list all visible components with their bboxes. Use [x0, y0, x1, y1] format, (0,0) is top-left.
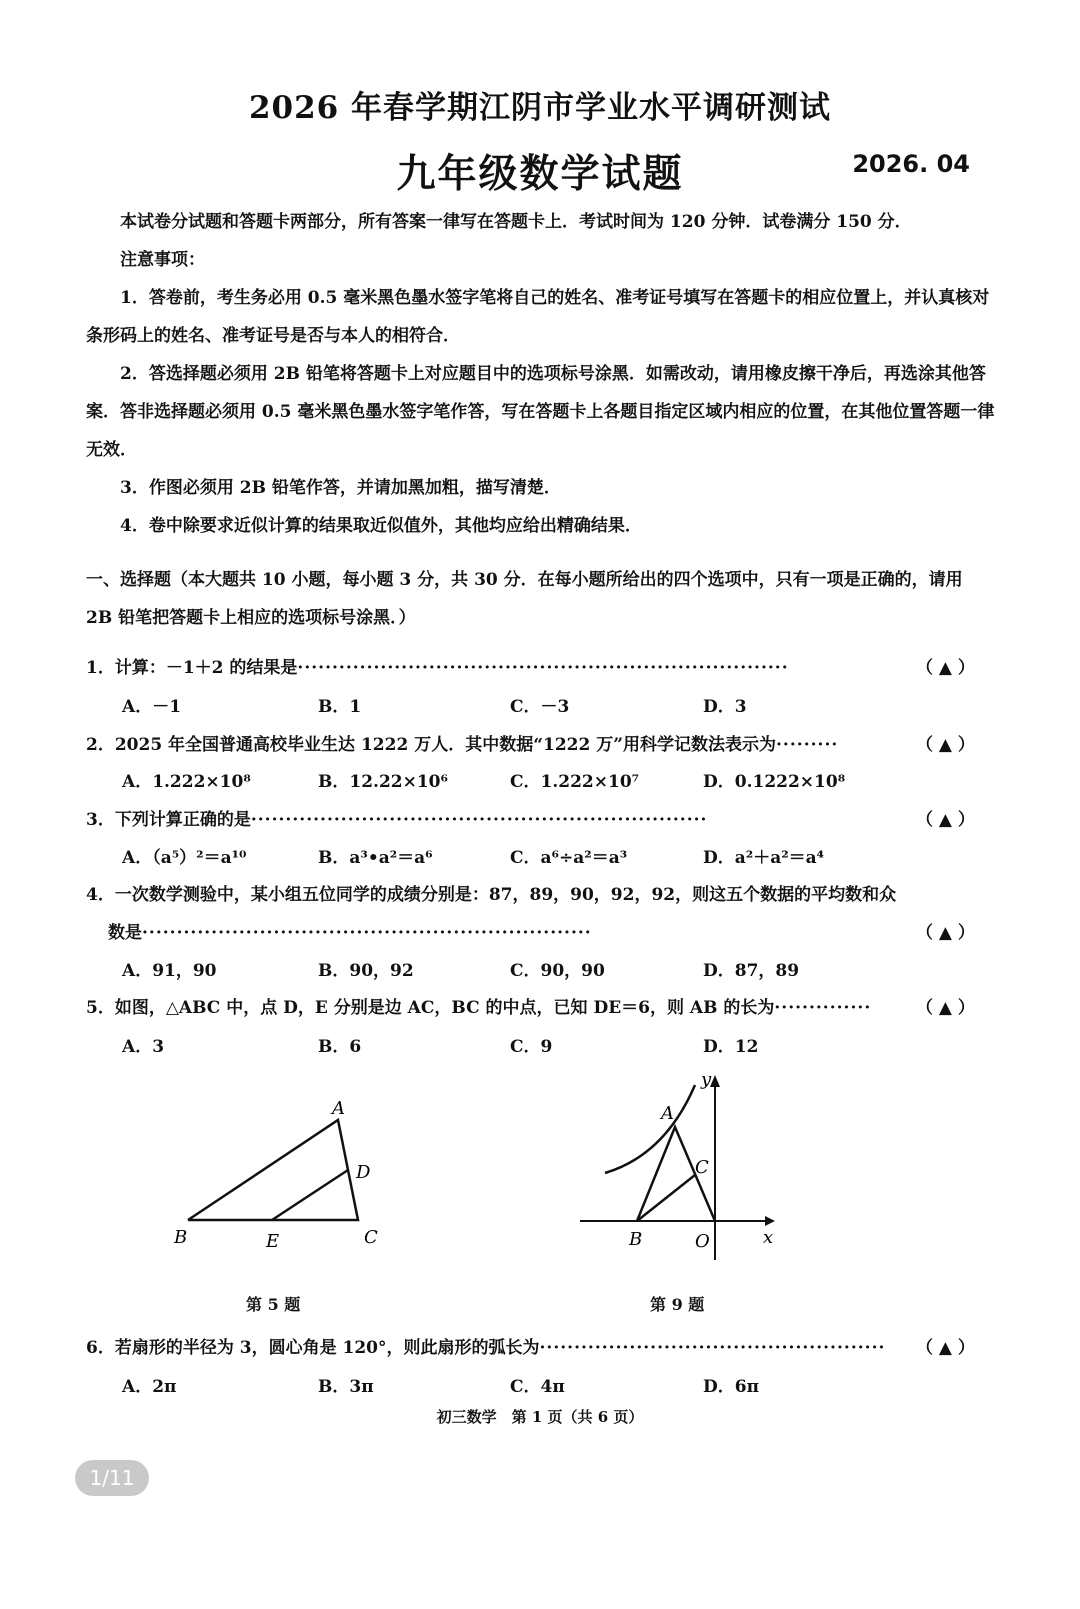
question-stem-cont: 数是 — [108, 923, 142, 943]
label-x: x — [763, 1227, 774, 1248]
exam-subtitle: 九年级数学试题 — [396, 151, 684, 197]
option-c: C．4π — [510, 1377, 565, 1397]
option-c: C．－3 — [510, 697, 570, 717]
label-y: y — [701, 1069, 712, 1090]
option-c: C．9 — [510, 1037, 553, 1057]
option-b: B．12.22×10⁶ — [318, 772, 448, 792]
page-indicator[interactable]: 1/11 — [75, 1460, 149, 1496]
triangle-abc — [188, 1120, 358, 1220]
option-b: B．1 — [318, 697, 362, 717]
note-4: 4．卷中除要求近似计算的结果取近似值外，其他均应给出精确结果． — [120, 516, 642, 536]
option-b: B．90，92 — [318, 961, 414, 981]
answer-mark: （ ▲ ） — [916, 735, 975, 755]
option-d: D．6π — [703, 1377, 760, 1397]
answer-mark: （ ▲ ） — [916, 1338, 975, 1358]
option-d: D．3 — [703, 697, 747, 717]
label-c: C — [695, 1157, 709, 1178]
option-c: C．1.222×10⁷ — [510, 772, 640, 792]
exam-date: 2026. 04 — [852, 150, 970, 178]
page-footer: 初三数学 第 1 页（共 6 页） — [436, 1408, 644, 1426]
option-a: A．－1 — [122, 697, 182, 717]
option-d: D．0.1222×10⁸ — [703, 772, 846, 792]
option-a: A．2π — [122, 1377, 177, 1397]
option-a: A．（a⁵）²＝a¹⁰ — [122, 848, 247, 868]
option-b: B．6 — [318, 1037, 362, 1057]
answer-mark: （ ▲ ） — [916, 923, 975, 943]
option-a: A．3 — [122, 1037, 165, 1057]
answer-mark: （ ▲ ） — [916, 658, 975, 678]
notes-title: 注意事项： — [120, 250, 205, 270]
x-axis-arrow — [765, 1216, 775, 1226]
label-d: D — [356, 1162, 371, 1183]
section-heading: 一、选择题（本大题共 10 小题，每小题 3 分，共 30 分．在每小题所给出的四个选项中，只有一项是正确的，请用 2B 铅笔把答题卡上相应的选项标号涂黑．） — [86, 570, 963, 628]
question-stem: 2．2025 年全国普通高校毕业生达 1222 万人．其中数据“1222 万”用科学记数法表示为 — [86, 735, 777, 755]
label-c: C — [364, 1227, 378, 1248]
option-a: A．1.222×10⁸ — [122, 772, 251, 792]
y-axis-arrow — [710, 1075, 720, 1087]
question-stem: 5．如图，△ABC 中，点 D，E 分别是边 AC，BC 的中点，已知 DE＝6，则 AB 的长为 — [86, 998, 775, 1018]
figure-9-coordinate — [575, 1065, 795, 1265]
option-d: D．87，89 — [703, 961, 800, 981]
hyperbola-curve — [605, 1085, 695, 1173]
label-o: O — [695, 1231, 710, 1252]
question-stem: 4．一次数学测验中，某小组五位同学的成绩分别是：87，89，90，92，92，则这五个数据的平均数和众 — [86, 885, 897, 905]
question-stem: 6．若扇形的半径为 3，圆心角是 120°，则此扇形的弧长为 — [86, 1338, 540, 1358]
option-b: B．a³•a²＝a⁶ — [318, 848, 433, 868]
note-1: 1．答卷前，考生务必用 0.5 毫米黑色墨水签字笔将自己的姓名、准考证号填写在答题卡的相应位置上，并认真核对条形码上的姓名、准考证号是否与本人的相符合． — [86, 288, 990, 346]
exam-title: 2026 年春学期江阴市学业水平调研测试 — [248, 90, 832, 126]
label-a: A — [332, 1098, 345, 1119]
figure-5-caption: 第 5 题 — [246, 1295, 301, 1314]
option-a: A．91，90 — [122, 961, 217, 981]
note-3: 3．作图必须用 2B 铅笔作答，并请加黑加粗，描写清楚． — [120, 478, 561, 498]
label-b: B — [174, 1227, 188, 1248]
answer-mark: （ ▲ ） — [916, 998, 975, 1018]
figure-9-caption: 第 9 题 — [650, 1295, 705, 1314]
intro-line: 本试卷分试题和答题卡两部分，所有答案一律写在答题卡上．考试时间为 120 分钟．试卷满分 150 分． — [120, 212, 912, 232]
label-a: A — [661, 1103, 674, 1124]
option-c: C．90，90 — [510, 961, 605, 981]
figure-5-triangle — [160, 1090, 400, 1260]
option-c: C．a⁶÷a²＝a³ — [510, 848, 628, 868]
label-b: B — [629, 1229, 643, 1250]
option-d: D．a²＋a²＝a⁴ — [703, 848, 825, 868]
question-stem: 3．下列计算正确的是 — [86, 810, 251, 830]
answer-mark: （ ▲ ） — [916, 810, 975, 830]
label-e: E — [266, 1231, 280, 1252]
option-d: D．12 — [703, 1037, 759, 1057]
option-b: B．3π — [318, 1377, 374, 1397]
note-2: 2．答选择题必须用 2B 铅笔将答题卡上对应题目中的选项标号涂黑．如需改动，请用橡皮擦干净后，再选涂其他答案．答非选择题必须用 0.5 毫米黑色墨水签字笔作答，写在答题卡上各题目指定区域内相应的位置，在其他位置答题一律无效． — [86, 364, 995, 460]
question-stem: 1．计算：－1＋2 的结果是 — [86, 658, 298, 678]
segment-de — [272, 1170, 348, 1220]
exam-page: 2026 年春学期江阴市学业水平调研测试 九年级数学试题 2026. 04 本试卷分试题和答题卡两部分，所有答案一律写在答题卡上．考试时间为 120 分钟．试卷满分 150 分． 注意事项： 1．答卷前，考生务必用 0.5 毫米黑色墨水签字笔将自己的姓名、准考证号填写在答题卡的相应位置上，并认真核对条形码上的姓名、准考证号是否与本人的相符合． 2．答选择题必须用 2B 铅笔将答题卡上对应题目中的选项标号涂黑．如需改动，请用橡皮擦干净后，再选涂其他答案．答非选择题必须用 0.5 毫米黑色墨水签字笔作答，写在答题卡上各题目指定区域内相应的位置，在其他位置答题一律无效． 3．作图必须用 2B 铅笔作答，并请加黑加粗，描写清楚． 4．卷中除要求近似计算的结果取近似值外，其他均应给出精确结果． 一、选择题（本大题共 10 小题，每小题 3 分，共 30 分．在每小题所给出的四个选项中，只有一项是正确的，请用 2B 铅笔把答题卡上相应的选项标号涂黑．） 1．计算：－1＋2 的结果是······································································· （ ▲ ） A．－1 B．1 C．－3 D．3 2．2025 年全国普通高校毕业生达 1222 万人．其中数据“1222 万”用科学记数法表示为········· （ ▲ ） A．1.222×10⁸ B．12.22×10⁶ C．1.222×10⁷ D．0.1222×10⁸ 3．下列计算正确的是·································································· （ ▲ ） A．（a⁵）²＝a¹⁰ B．a³•a²＝a⁶ C．a⁶÷a²＝a³ D．a²＋a²＝a⁴ 4．一次数学测验中，某小组五位同学的成绩分别是：87，89，90，92，92，则这五个数据的平均数和众 数是································································· （ ▲ ） A．91，90 B．90，92 C．90，90 D．87，89 5．如图，△ABC 中，点 D，E 分别是边 AC，BC 的中点，已知 DE＝6，则 AB 的长为·············· （ ▲ ） A．3 B．6 C．9 D．12 A B C D E A B C O x y 第 5 题 第 9 题 6．若扇形的半径为 3，圆心角是 120°，则此扇形的弧长为·················································· （ ▲ ） A．2π B．3π C．4π D．6π 初三数学 第 1 页（共 6 页） 1/11 — [0, 0, 1080, 1609]
